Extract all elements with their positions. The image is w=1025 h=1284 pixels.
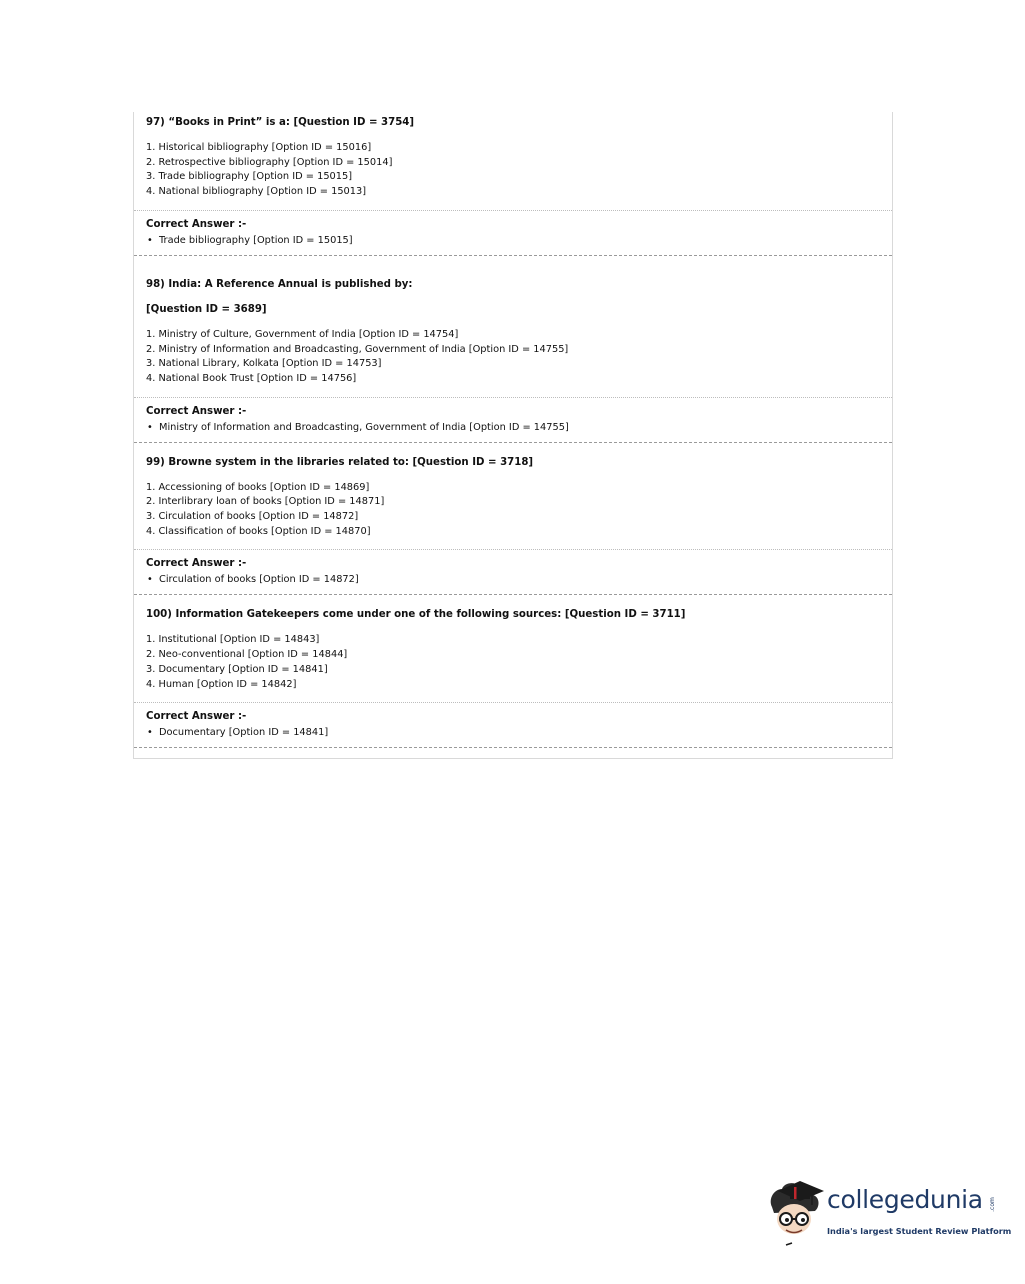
correct-answer-text: Circulation of books [Option ID = 14872] — [159, 574, 359, 586]
option-item: 1. Institutional [Option ID = 14843] — [146, 634, 320, 646]
option-item: 2. Retrospective bibliography [Option ID = 15014] — [146, 156, 393, 168]
option-list — [146, 141, 880, 200]
question-block-100 — [134, 594, 892, 747]
option-list — [146, 481, 880, 540]
option-item: 2. Ministry of Information and Broadcasting, Government of India [Option ID = 14755] — [146, 343, 569, 355]
option-item: 1. Ministry of Culture, Government of India [Option ID = 14754] — [146, 328, 459, 340]
correct-answer-item — [146, 234, 880, 248]
correct-answer-label: Correct Answer :- — [146, 558, 247, 570]
bullet-icon: • — [147, 421, 153, 433]
correct-answer-section — [134, 549, 892, 594]
correct-answer-text: Trade bibliography [Option ID = 15015] — [159, 234, 353, 246]
bullet-icon: • — [147, 727, 153, 739]
question-sheet — [133, 112, 893, 759]
question-title: 99) Browne system in the libraries related to: [Question ID = 3718] — [146, 456, 534, 468]
option-item: 4. National bibliography [Option ID = 15013] — [146, 186, 367, 198]
question-block-97 — [134, 112, 892, 255]
question-block-99 — [134, 442, 892, 595]
correct-answer-label: Correct Answer :- — [146, 405, 247, 417]
option-item: 4. Human [Option ID = 14842] — [146, 678, 297, 690]
question-title: 97) “Books in Print” is a: [Question ID = 3754] — [146, 117, 415, 128]
question-id-line: [Question ID = 3689] — [146, 303, 267, 315]
correct-answer-label: Correct Answer :- — [146, 711, 247, 723]
option-item: 4. National Book Trust [Option ID = 14756] — [146, 372, 357, 384]
option-item: 1. Historical bibliography [Option ID = 15016] — [146, 142, 372, 153]
bullet-icon: • — [147, 574, 153, 586]
correct-answer-item — [146, 726, 880, 740]
logo-tagline: India's largest Student Review Platform — [827, 1226, 1012, 1236]
option-list — [146, 633, 880, 692]
option-item: 3. Documentary [Option ID = 14841] — [146, 663, 328, 675]
correct-answer-text: Documentary [Option ID = 14841] — [159, 727, 329, 739]
question-block-98 — [134, 255, 892, 442]
logo-wordmark: collegedunia — [827, 1185, 983, 1214]
correct-answer-text: Ministry of Information and Broadcasting, Government of India [Option ID = 14755] — [159, 421, 569, 433]
sheet-end-divider — [134, 747, 892, 758]
correct-answer-section — [134, 702, 892, 747]
correct-answer-section — [134, 397, 892, 442]
logo-domain-suffix: .com — [988, 1197, 996, 1212]
correct-answer-item — [146, 421, 880, 435]
question-title: 98) India: A Reference Annual is published by: — [146, 278, 413, 290]
graduate-cartoon-icon — [766, 1177, 828, 1249]
option-item: 3. Circulation of books [Option ID = 14872] — [146, 511, 359, 523]
option-item: 3. Trade bibliography [Option ID = 15015] — [146, 171, 353, 183]
correct-answer-item — [146, 573, 880, 587]
collegedunia-logo — [766, 1177, 1012, 1249]
correct-answer-label: Correct Answer :- — [146, 218, 247, 230]
option-item: 1. Accessioning of books [Option ID = 14869] — [146, 481, 370, 493]
option-item: 2. Interlibrary loan of books [Option ID = 14871] — [146, 496, 385, 508]
question-title: 100) Information Gatekeepers come under one of the following sources: [Question ID = 3711] — [146, 609, 686, 621]
bullet-icon: • — [147, 234, 153, 246]
option-item: 3. National Library, Kolkata [Option ID = 14753] — [146, 358, 382, 370]
correct-answer-section — [134, 210, 892, 255]
option-item: 4. Classification of books [Option ID = 14870] — [146, 525, 371, 537]
option-list — [146, 328, 880, 387]
option-item: 2. Neo-conventional [Option ID = 14844] — [146, 649, 348, 661]
